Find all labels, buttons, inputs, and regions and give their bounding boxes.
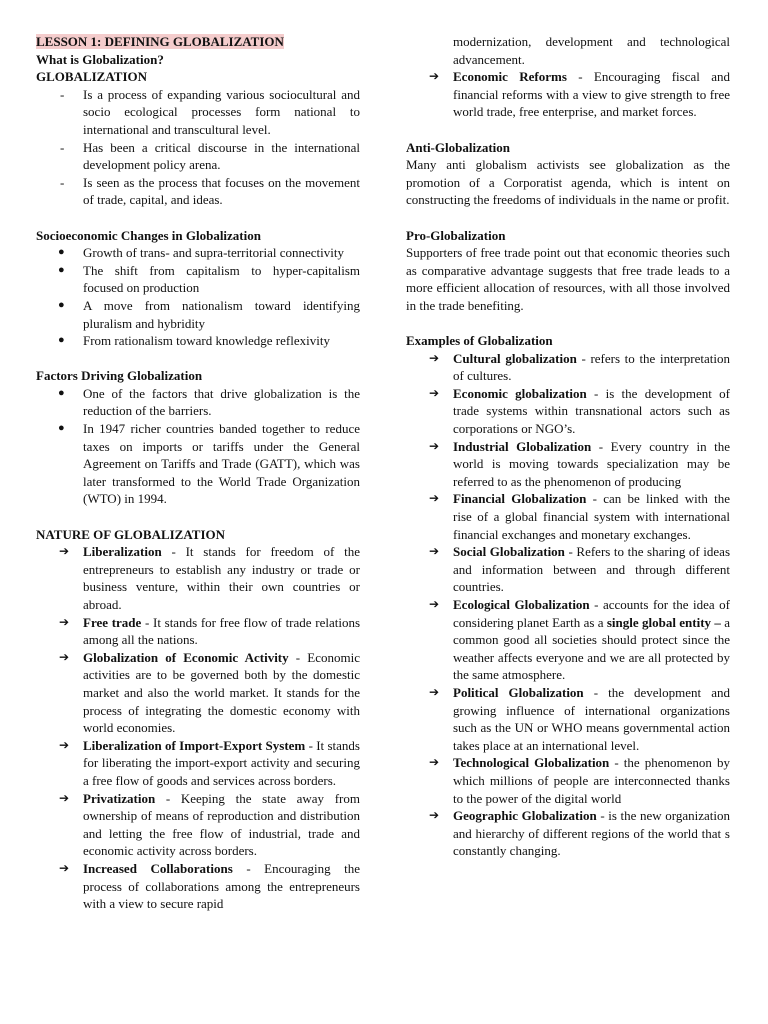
globalization-list <box>36 86 360 209</box>
arrow-icon: ➔ <box>429 684 440 699</box>
anti-globalization-heading: Anti-Globalization <box>406 139 511 155</box>
list-item: - Is a process of expanding various sociocultural and socio ecological processes form national to international and transcultural level. <box>60 86 360 137</box>
list-item: ➔ Globalization of Economic Activity - Economic activities are to be governed both by the domestic market and also the world market. It stands for the process of integrating the domestic economy with world economies. <box>59 649 360 736</box>
lesson-title: LESSON 1: DEFINING GLOBALIZATION <box>36 34 284 49</box>
list-item: ➔ Technological Globalization - the phenomenon by which millions of people are interconnected thanks to the power of the digital world <box>429 755 730 806</box>
list-item: ➔ Financial Globalization - can be linked with the rise of a global financial system with international financial exchanges and monetary exchanges. <box>429 491 730 542</box>
arrow-icon: ➔ <box>59 649 70 664</box>
list-item: ● From rationalism toward knowledge reflexivity <box>58 333 330 349</box>
nature-list <box>36 543 360 912</box>
list-item: - Is seen as the process that focuses on the movement of trade, capital, and ideas. <box>60 174 360 208</box>
arrow-icon: ➔ <box>429 808 440 823</box>
arrow-icon: ➔ <box>429 385 440 400</box>
list-item: ➔ Ecological Globalization - accounts for the idea of considering planet Earth as a single global entity – a common good all societies should protect since the weather affects everyone and we are all protected by the same atmosphere. <box>429 597 730 683</box>
arrow-icon: ➔ <box>429 755 440 770</box>
list-item: ➔ Geographic Globalization - is the new organization and hierarchy of different regions of the world that s constantly changing. <box>429 808 730 859</box>
factors-heading: Factors Driving Globalization <box>36 368 203 384</box>
list-item: ● The shift from capitalism to hyper-capitalism focused on production <box>58 262 360 296</box>
list-item: ● A move from nationalism toward identifying pluralism and hybridity <box>58 297 360 331</box>
arrow-icon: ➔ <box>429 438 440 453</box>
pro-globalization-heading: Pro-Globalization <box>406 227 506 243</box>
dash-marker: - <box>60 86 65 102</box>
dash-marker: - <box>60 174 65 190</box>
pro-globalization-text: Supporters of free trade point out that economic theories such as comparative advantage suggests that free trade leads to a more efficient allocation of resources, with all those involved in the trade benefiting. <box>406 245 730 313</box>
factors-list <box>36 385 360 508</box>
arrow-icon: ➔ <box>59 614 70 629</box>
list-item: ➔ Liberalization - It stands for freedom of the entrepreneurs to establish any industry or trade or business venture, within their own countries or abroad. <box>59 544 360 612</box>
socioeconomic-heading: Socioeconomic Changes in Globalization <box>36 227 261 243</box>
list-item: ➔ Social Globalization - Refers to the sharing of ideas and information between and through different countries. <box>429 544 731 595</box>
bullet-marker: ● <box>58 263 65 276</box>
list-item: ➔ Industrial Globalization - Every country in the world is moving towards specialization may be referred to as the phenomenon of producing <box>429 438 730 489</box>
right-column <box>406 33 730 860</box>
bullet-marker: ● <box>58 422 65 435</box>
bullet-marker: ● <box>58 386 65 399</box>
bullet-marker: ● <box>58 334 65 347</box>
list-item: ➔ Increased Collaborations - Encouraging the process of collaborations among the entrepreneurs with a view to secure rapid <box>59 860 360 912</box>
list-item: - Has been a critical discourse in the international development policy arena. <box>60 139 360 173</box>
list-item: ● In 1947 richer countries banded together to reduce taxes on imports or tariffs under the General Agreement on Tariffs and Trade (GATT), which was later transformed to the World Trade Organization (WTO) in 1994. <box>58 421 360 507</box>
list-item: ● One of the factors that drive globalization is the reduction of the barriers. <box>58 385 360 419</box>
list-item: ➔ Economic Reforms - Encouraging fiscal and financial reforms with a view to give strength to free world trade, free enterprise, and market forces. <box>429 69 730 120</box>
arrow-icon: ➔ <box>429 69 440 84</box>
arrow-icon: ➔ <box>59 544 70 559</box>
list-item: ➔ Economic globalization - is the development of trade systems within transnational actors such as corporations or NGO’s. <box>429 385 731 437</box>
arrow-icon: ➔ <box>59 790 70 805</box>
arrow-icon: ➔ <box>429 544 440 559</box>
nature-list-continued <box>406 33 730 121</box>
what-is-heading: What is Globalization? <box>36 51 164 67</box>
anti-globalization-text: Many anti globalism activists see globalization as the promotion of a Corporatist agenda, which is intent on constructing the freedoms of individuals in the name or profit. <box>406 157 730 208</box>
dash-marker: - <box>60 139 65 155</box>
socioeconomic-list <box>36 244 360 350</box>
arrow-icon: ➔ <box>429 491 440 506</box>
list-item-continuation: modernization, development and technological advancement. <box>453 34 730 67</box>
arrow-icon: ➔ <box>59 860 70 875</box>
arrow-icon: ➔ <box>59 737 70 752</box>
nature-heading: NATURE OF GLOBALIZATION <box>36 526 226 542</box>
bullet-marker: ● <box>58 246 65 259</box>
left-column <box>36 33 360 913</box>
list-item: ➔ Liberalization of Import-Export System - It stands for liberating the import-export activity and securing a free flow of goods and services across borders. <box>59 737 360 788</box>
arrow-icon: ➔ <box>429 350 440 365</box>
list-item: ➔ Privatization - Keeping the state away from ownership of means of reproduction and distribution and letting the free flow of industrial, trade and economic activity across borders. <box>59 790 360 859</box>
globalization-heading: GLOBALIZATION <box>36 69 148 85</box>
list-item: ➔ Free trade - It stands for free flow of trade relations among all the nations. <box>59 614 361 648</box>
examples-heading: Examples of Globalization <box>406 333 553 349</box>
bullet-marker: ● <box>58 298 65 311</box>
list-item: ● Growth of trans- and supra-territorial connectivity <box>58 245 344 261</box>
list-item: ➔ Cultural globalization - refers to the interpretation of cultures. <box>429 350 730 384</box>
arrow-icon: ➔ <box>429 597 440 611</box>
examples-list <box>406 350 730 860</box>
list-item: ➔ Political Globalization - the development and growing influence of international organizations such as the UN or WHO means governmental action takes place at an international level. <box>429 684 730 753</box>
